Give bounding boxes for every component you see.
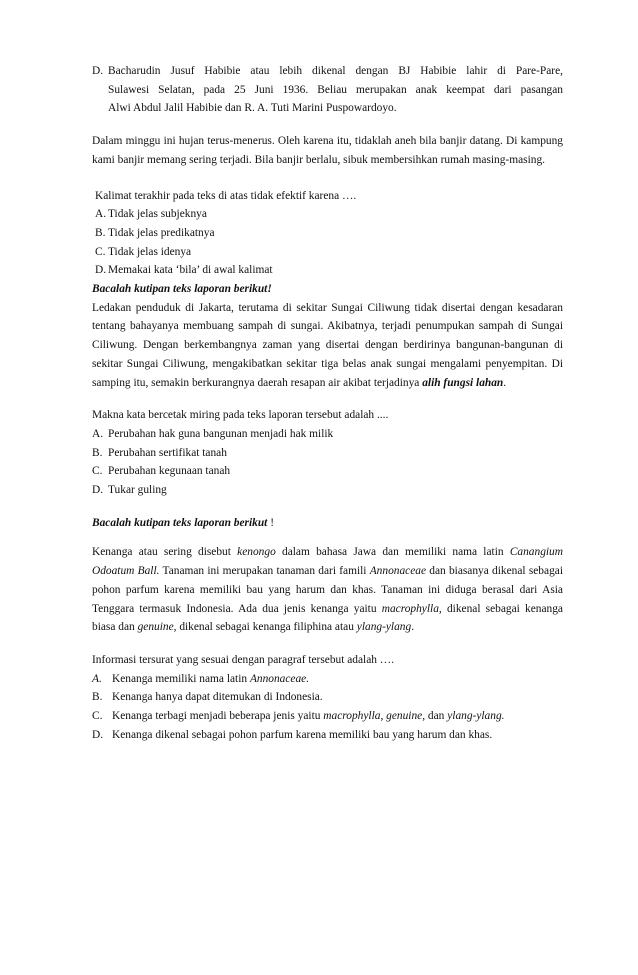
option-text [112, 670, 309, 689]
option-text: Tukar guling [108, 484, 167, 497]
option-d-habibie [92, 62, 563, 118]
option-label: B. [92, 446, 103, 459]
text-run: Kenanga atau sering disebut [92, 546, 231, 559]
paragraph-kenanga [92, 543, 563, 637]
option-a[interactable] [95, 205, 563, 224]
habibie-line-3: Alwi Abdul Jalil Habibie dan R. A. Tuti Marini Puspowardoyo. [108, 102, 397, 115]
italic-term: ylang-ylang [356, 621, 412, 634]
option-text [112, 707, 505, 726]
option-label: C. [92, 710, 103, 723]
options-kenanga [92, 670, 563, 745]
option-label: A. [95, 208, 107, 221]
option-label: D. [92, 484, 104, 497]
section-heading-kenanga [92, 514, 563, 533]
heading-tail: ! [270, 516, 274, 529]
italic-phrase: alih fungsi lahan [422, 376, 504, 389]
text-run: dan [427, 710, 445, 723]
option-text [105, 62, 563, 118]
option-a[interactable] [92, 670, 563, 689]
option-b[interactable] [95, 224, 563, 243]
text-run: Tanaman ini merupakan tanaman dari famili [162, 565, 367, 578]
paragraph-banjir: Dalam minggu ini hujan terus-menerus. Oleh karena itu, tidaklah aneh bila banjir datang. Di kampung kami banjir memang sering terjadi. Bila banjir berlalu, sibuk membersihkan rumah masing-masing. [92, 135, 563, 166]
option-label: A. [92, 672, 102, 685]
option-label: C. [95, 245, 106, 258]
italic-term: genuine [137, 621, 174, 634]
question-kenanga: Informasi tersurat yang sesuai dengan paragraf tersebut adalah …. [92, 653, 395, 666]
text-run: , dikenal sebagai kenanga filiphina atau [173, 621, 354, 634]
option-d[interactable] [92, 726, 563, 745]
option-label: B. [95, 226, 106, 239]
option-text: Perubahan sertifikat tanah [108, 446, 227, 459]
option-text: Tidak jelas predikatnya [108, 226, 215, 239]
option-a[interactable] [92, 425, 563, 444]
option-text: Tidak jelas subjeknya [108, 208, 207, 221]
option-d[interactable] [92, 481, 563, 500]
italic-term: ylang-ylang. [447, 710, 505, 723]
italic-term: Annonaceae. [249, 672, 310, 685]
option-text: Perubahan kegunaan tanah [108, 465, 231, 478]
option-b[interactable] [92, 688, 563, 707]
italic-term: macrophylla, [381, 602, 442, 615]
text-run: . [411, 621, 415, 634]
document-page [92, 62, 563, 745]
italic-term: kenongo [237, 546, 276, 559]
italic-term: macrophylla, genuine, [323, 710, 426, 723]
section-heading-ciliwung: Bacalah kutipan teks laporan berikut! [92, 283, 272, 296]
option-text: Perubahan hak guna bangunan menjadi hak milik [108, 427, 334, 440]
paragraph-ciliwung [92, 299, 563, 393]
paragraph-text: Ledakan penduduk di Jakarta, terutama di sekitar Sungai Ciliwung tidak disertai dengan kesadaran tentang bahayanya membuang sampah di sungai. Akibatnya, terjadi penumpukan sampah di Sungai Ciliwung. Dengan berkembangnya zaman yang disertai dengan berdirinya bangunan-bangunan di sekitar Sungai Ciliwung, mengakibatkan sekitar tiga belas anak sungai mengalami penyempitan. Di samping itu, semakin berkurangnya daerah resapan air akibat terjadinya [92, 301, 563, 389]
text-run: dan biasanya dikenal sebagai pohon parfum karena memiliki bau yang harum dan khas. Tanaman ini diduga berasal dari Asia Tenggara termasuk Indonesia. Ada dua jenis kenanga yaitu [92, 565, 563, 615]
italic-term: Annonaceae [369, 565, 427, 578]
option-text: Kenanga hanya dapat ditemukan di Indonesia. [112, 691, 323, 704]
italic-term: Canangium Odoatum Ball. [92, 546, 563, 578]
option-text: Kenanga dikenal sebagai pohon parfum karena memiliki bau yang harum dan khas. [112, 728, 493, 741]
option-label: B. [92, 691, 103, 704]
option-d[interactable] [95, 261, 563, 280]
option-text: Tidak jelas idenya [108, 245, 192, 258]
text-run: Kenanga memiliki nama latin [112, 672, 248, 685]
option-c[interactable] [95, 243, 563, 262]
option-label: C. [92, 465, 103, 478]
question-ciliwung: Makna kata bercetak miring pada teks laporan tersebut adalah .... [92, 409, 389, 422]
habibie-line-2: Sulawesi Selatan, pada 25 Juni 1936. Beliau merupakan anak keempat dari pasangan [108, 83, 563, 96]
paragraph-end: . [503, 376, 507, 389]
question-banjir: Kalimat terakhir pada teks di atas tidak efektif karena …. [95, 189, 357, 202]
option-c[interactable] [92, 707, 563, 726]
heading-text: Bacalah kutipan teks laporan berikut [92, 516, 268, 529]
text-run: dalam bahasa Jawa dan memiliki nama latin [282, 546, 504, 559]
option-label: D. [92, 728, 104, 741]
text-run: dikenal sebagai kenanga biasa dan [92, 602, 563, 634]
option-b[interactable] [92, 444, 563, 463]
option-label: D. [95, 264, 107, 277]
option-label: D. [92, 65, 104, 77]
habibie-line-1: Bacharudin Jusuf Habibie atau lebih dikenal dengan BJ Habibie lahir di Pare-Pare, [108, 65, 563, 77]
text-run: Kenanga terbagi menjadi beberapa jenis yaitu [112, 710, 321, 723]
options-ciliwung [92, 425, 563, 500]
option-text: Memakai kata ‘bila’ di awal kalimat [108, 264, 273, 277]
option-label: A. [92, 427, 104, 440]
option-c[interactable] [92, 462, 563, 481]
options-banjir [92, 205, 563, 280]
